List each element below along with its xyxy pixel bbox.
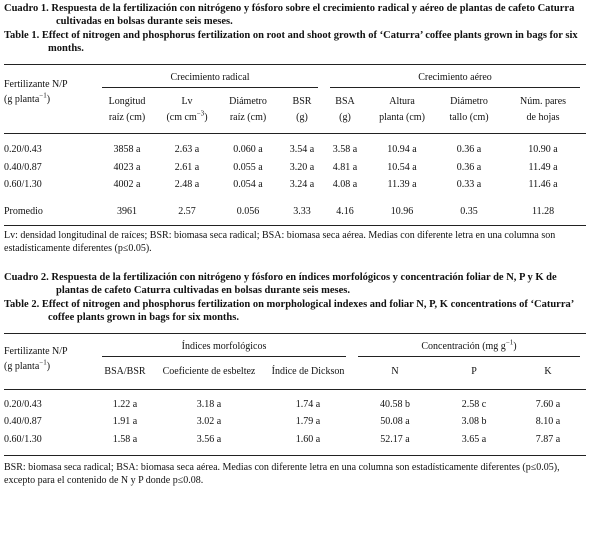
table-cell: 0.36 a [456, 161, 482, 173]
table-cell: 11.39 a [387, 179, 417, 190]
table2-caption-en [4, 298, 586, 324]
table1-row-label: 0.40/0.87 [4, 161, 42, 173]
table2-group-conc: Concentración (mg $g^{-1}$) [358, 341, 580, 358]
table-cell: 3961 [117, 205, 137, 217]
table-row [4, 157, 586, 175]
table-cell: 3858 a [113, 144, 141, 155]
table-cell: 0.36 a [456, 144, 482, 155]
table1-mean-row [4, 192, 586, 226]
table-cell: 2.57 [178, 205, 196, 217]
table-cell: 1.91 a [112, 416, 138, 427]
table-cell: 4002 a [113, 179, 141, 190]
table2-caption-en-number: Table 2. [4, 299, 40, 311]
table1-caption-es [4, 2, 586, 28]
table1-caption-es-text: Respuesta de la fertilización con nitrógeno y fósforo sobre el crecimiento radical y aéreo de plantas de cafeto Caturra cultivadas en bolsas durante seis meses. [51, 3, 575, 28]
table2-col-header: N [391, 366, 399, 377]
table-cell: 11.49 a [528, 161, 558, 173]
table-cell: 0.33 a [456, 179, 482, 190]
table-cell: 0.060 a [233, 144, 263, 155]
table-cell: 0.056 [236, 205, 260, 217]
table1-col-header: Altura planta (cm) [379, 96, 425, 123]
table-cell: 40.58 b [380, 398, 410, 410]
table1-col-header: Núm. pares de hojas [519, 96, 567, 123]
table1-caption-en [4, 29, 586, 55]
table1-col-header: Diámetro tallo (cm) [449, 96, 489, 123]
table2-col-header: Coeficiente de esbeltez [162, 366, 256, 377]
table-cell: 1.74 a [295, 398, 321, 410]
table-cell: 0.054 a [233, 179, 263, 190]
table1-group-root: Crecimiento radical [102, 72, 318, 89]
table-cell: 3.56 a [196, 433, 222, 445]
table-cell: 10.94 a [387, 144, 417, 155]
table-cell: 0.35 [460, 205, 478, 217]
table1-row-label: 0.20/0.43 [4, 144, 42, 155]
table-cell: 11.28 [531, 205, 555, 217]
table-cell: 3.08 b [461, 416, 487, 427]
table1-row-label: Promedio [4, 205, 43, 217]
table-cell: 1.79 a [295, 416, 321, 427]
table1-footnote: Lv: densidad longitudinal de raíces; BSR: biomasa seca radical; BSA: biomasa seca aérea. Medias con diferente letra en una columna son estadísticamente diferentes (p≤0.05). [4, 230, 556, 254]
table1-col-header: BSA (g) [335, 96, 355, 123]
table1-row-header-line1: Fertilizante N/P [4, 78, 68, 90]
table2-row-label: 0.60/1.30 [4, 433, 42, 445]
table-cell: 3.24 a [289, 179, 315, 190]
table-cell: 8.10 a [535, 416, 561, 427]
table1-row-label: 0.60/1.30 [4, 179, 42, 190]
table-cell: 10.54 a [387, 161, 417, 173]
table1-row-header-line2: (g planta$^{-1}$) [4, 91, 51, 105]
table-cell: 4.16 [336, 205, 354, 217]
table-cell: 3.18 a [196, 398, 222, 410]
table-cell: 3.02 a [196, 416, 222, 427]
table-cell: 7.87 a [535, 433, 561, 445]
table2-caption-es [4, 271, 586, 297]
table1-col-header: Longitud raíz (cm) [108, 96, 146, 123]
table-cell: 10.96 [390, 205, 414, 217]
table2 [4, 333, 586, 457]
table-cell: 2.58 c [461, 398, 487, 410]
table1-caption-en-number: Table 1. [4, 30, 40, 42]
table-cell: 7.60 a [535, 398, 561, 410]
table-row [4, 134, 586, 157]
table-cell: 3.20 a [289, 161, 315, 173]
table-cell: 1.22 a [112, 398, 138, 410]
table-row [4, 174, 586, 192]
table2-row-header [4, 333, 96, 389]
table2-row-label: 0.40/0.87 [4, 416, 42, 427]
table2-col-header: K [544, 366, 552, 377]
table2-col-header: BSA/BSR [104, 366, 146, 377]
table-cell: 4.81 a [332, 161, 358, 173]
table2-row-header-line2: (g planta$^{-1}$) [4, 358, 51, 372]
table1-col-header: BSR (g) [292, 96, 312, 123]
table-cell: 52.17 a [380, 433, 410, 445]
table2-group-morph: Índices morfológicos [102, 341, 346, 358]
table-cell: 3.33 [293, 205, 311, 217]
table-cell: 1.60 a [295, 433, 321, 445]
table-cell: 1.58 a [112, 433, 138, 445]
table-cell: 10.90 a [528, 144, 558, 155]
table-row [4, 429, 586, 456]
table-cell: 0.055 a [233, 161, 263, 173]
table-cell: 3.58 a [332, 144, 358, 155]
table2-caption-es-text: Respuesta de la fertilización con nitrógeno y fósforo en índices morfológicos y concentración foliar de N, P y K de plantas de cafeto Caturra cultivadas en bolsas durante seis meses. [51, 272, 557, 297]
table2-row-label: 0.20/0.43 [4, 398, 42, 410]
table2-footnote: BSR: biomasa seca radical; BSA: biomasa seca aérea. Medias con diferente letra en una columna son estadísticamente diferentes (p≤0.05), excepto para el contenido de N y P donde p≤0.08. [4, 462, 560, 486]
table1-caption-es-number: Cuadro 1. [4, 3, 49, 14]
table-cell: 4023 a [113, 161, 141, 173]
table-cell: 4.08 a [332, 179, 358, 190]
table1 [4, 64, 586, 227]
table-cell: 3.65 a [461, 433, 487, 445]
table-row [4, 411, 586, 429]
table1-col-header: Diámetro raíz (cm) [229, 96, 267, 123]
table2-col-header: P [471, 366, 477, 377]
table2-row-header-line1: Fertilizante N/P [4, 345, 68, 357]
document-page [4, 2, 586, 487]
table-row [4, 389, 586, 411]
table-cell: 50.08 a [380, 416, 410, 427]
table2-col-header: Índice de Dickson [271, 366, 345, 377]
table1-caption-en-text: Effect of nitrogen and phosphorus fertilization on root and shoot growth of ‘Caturra’ coffee plants grown in bags for six months. [41, 30, 578, 55]
table2-caption-en-text: Effect of nitrogen and phosphorus fertilization on morphological indexes and foliar N, P, K concentrations of ‘Caturra’ coffee plants grown in bags for six months. [41, 299, 574, 324]
table-cell: 2.63 a [174, 144, 200, 155]
table1-group-shoot: Crecimiento aéreo [330, 72, 580, 89]
table1-row-header [4, 64, 96, 124]
table2-caption-es-number: Cuadro 2. [4, 272, 49, 283]
table-cell: 2.61 a [174, 161, 200, 173]
table-cell: 11.46 a [528, 179, 558, 190]
table-cell: 3.54 a [289, 144, 315, 155]
table1-col-header: Lv (cm $cm^{-3}$) [166, 96, 208, 123]
table-cell: 2.48 a [174, 179, 200, 190]
